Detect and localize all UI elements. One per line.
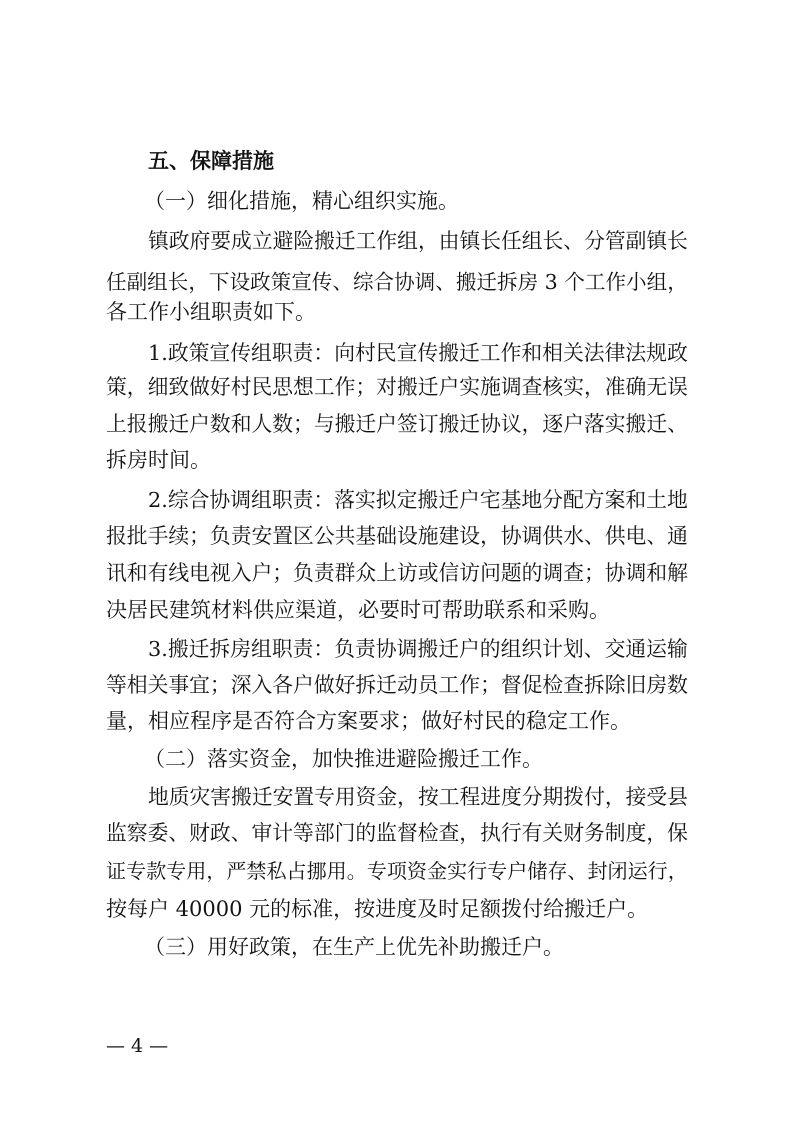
paragraph-line: 量，相应程序是否符合方案要求；做好村民的稳定工作。	[106, 709, 631, 733]
paragraph-line: 1.政策宣传组职责：向村民宣传搬迁工作和相关法律法规政	[148, 341, 688, 365]
page-number: — 4 —	[106, 1035, 169, 1057]
paragraph-line: 上报搬迁户数和人数；与搬迁户签订搬迁协议，逐户落实搬迁、	[106, 412, 688, 436]
subsection-title-2: （二）落实资金，加快推进避险搬迁工作。	[144, 747, 543, 771]
paragraph-line: 地质灾害搬迁安置专用资金，按工程进度分期拨付，接受县	[148, 785, 688, 809]
paragraph-line: 等相关事宜；深入各户做好拆迁动员工作；督促检查拆除旧房数	[106, 673, 688, 697]
subsection-title-1: （一）细化措施，精心组织实施。	[144, 189, 459, 213]
subsection-title-3: （三）用好政策，在生产上优先补助搬迁户。	[144, 935, 564, 959]
paragraph-line: 按每户 40000 元的标准，按进度及时足额拨付给搬迁户。	[106, 897, 649, 921]
paragraph-line: 拆房时间。	[106, 448, 211, 472]
paragraph-line: 3.搬迁拆房组职责：负责协调搬迁户的组织计划、交通运输	[148, 637, 688, 661]
paragraph-line: 决居民建筑材料供应渠道，必要时可帮助联系和采购。	[106, 598, 610, 622]
paragraph-line: 各工作小组职责如下。	[106, 300, 316, 324]
paragraph-line: 监察委、财政、审计等部门的监督检查，执行有关财务制度，保	[106, 821, 688, 845]
paragraph-line: 镇政府要成立避险搬迁工作组，由镇长任组长、分管副镇长	[148, 229, 688, 253]
section-heading: 五、保障措施	[148, 149, 274, 173]
paragraph-line: 讯和有线电视入户；负责群众上访或信访问题的调查；协调和解	[106, 561, 688, 585]
paragraph-line: 策，细致做好村民思想工作；对搬迁户实施调查核实，准确无误	[106, 375, 688, 399]
paragraph-line: 任副组长，下设政策宣传、综合协调、搬迁拆房 3 个工作小组，	[106, 270, 688, 294]
paragraph-line: 2.综合协调组职责：落实拟定搬迁户宅基地分配方案和土地	[148, 488, 688, 512]
paragraph-line: 报批手续；负责安置区公共基础设施建设，协调供水、供电、通	[106, 524, 688, 548]
paragraph-line: 证专款专用，严禁私占挪用。专项资金实行专户储存、封闭运行，	[106, 859, 688, 883]
